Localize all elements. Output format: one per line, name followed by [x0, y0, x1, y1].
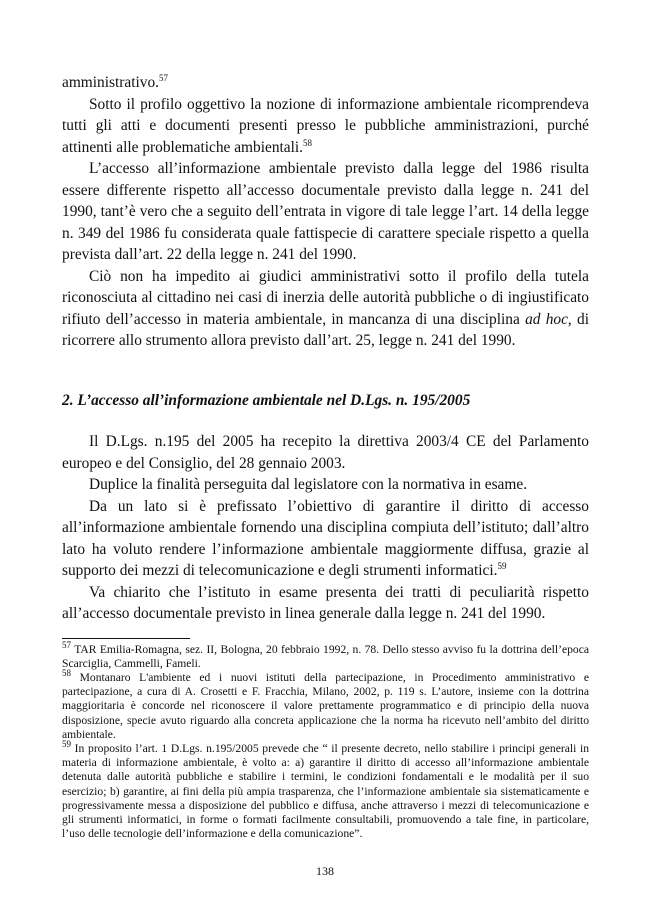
footnote-ref-59: 59	[497, 560, 507, 571]
paragraph-2: Sotto il profilo oggettivo la nozione di informazione ambientale ricomprendeva tutti gli atti e documenti presenti presso le pubbliche amministrazioni, purché attinenti alle problematiche ambientali.$^{58}$	[62, 95, 589, 156]
paragraph-5: Il D.Lgs. n.195 del 2005 ha recepito la direttiva 2003/4 CE del Parlamento europeo e del Consiglio, del 28 gennaio 2003.	[62, 433, 589, 472]
paragraph-1: amministrativo.$^{57}$	[62, 72, 169, 91]
page-number: 138	[316, 864, 334, 878]
paragraph-7: Da un lato si è prefissato l’obiettivo di garantire il diritto di accesso all’informazione ambientale fornendo una disciplina compiuta dell’istituto; dall’altro lato ha voluto rendere l’informazione ambientale maggiormente diffusa, grazie al supporto dei mezzi di telecomunicazione e degli strumenti informatici.$^{59}$	[62, 497, 589, 579]
footnote-ref-58: 58	[303, 137, 313, 148]
italic-ad-hoc: ad hoc,	[525, 310, 572, 328]
section-heading: 2. L’accesso all’informazione ambientale nel D.Lgs. n. 195/2005	[62, 391, 471, 409]
footnote-59: $^{59}$ In proposito l’art. 1 D.Lgs. n.195/2005 prevede che “ il presente decreto, nello stabilire i principi generali in materia di informazione ambientale, è volto a: a) garantire il diritto di accesso all’informazione ambientale detenuta dalle autorità pubbliche e stabilire i termini, le condizioni fondamentali e le modalità per il suo esercizio; b) garantire, ai fini della più ampia trasparenza, che l’informazione ambientale sia sistematicamente e progressivamente messa a disposizione del pubblico e diffusa, anche attraverso i mezzi di telecomunicazione e gli strumenti informatici, in forme o formati facilmente consultabili, promuovendo a tale fine, in particolare, l’uso delle tecnologie dell’informazione e della comunicazione”.	[62, 739, 589, 841]
footnote-ref-57: 57	[159, 72, 169, 83]
footnote-57: $^{57}$ TAR Emilia-Romagna, sez. II, Bologna, 20 febbraio 1992, n. 78. Dello stesso avviso fu la dottrina dell’epoca Scarciglia, Cammelli, Fameli.	[62, 639, 589, 670]
paragraph-6: Duplice la finalità perseguita dal legislatore con la normativa in esame.	[89, 476, 528, 493]
paragraph-8: Va chiarito che l’istituto in esame presenta dei tratti di peculiarità rispetto all’accesso documentale previsto in linea generale dalla legge n. 241 del 1990.	[62, 583, 589, 622]
paragraph-3: L’accesso all’informazione ambientale previsto dalla legge del 1986 risulta essere differente rispetto all’accesso documentale previsto dalla legge n. 241 del 1990, tant’è vero che a seguito dell’entrata in vigore di tale legge l’art. 14 della legge n. 349 del 1986 fu considerata quale fattispecie di carattere speciale rispetto a quella prevista dall’art. 22 della legge n. 241 del 1990.	[62, 160, 589, 263]
main-text	[62, 72, 589, 625]
footnotes	[62, 639, 589, 842]
footnote-separator	[62, 638, 190, 639]
paragraph-4: Ciò non ha impedito ai giudici amministrativi sotto il profilo della tutela riconosciuta al cittadino nei casi di inerzia delle autorità pubbliche o di ingiustificato rifiuto dell’accesso in materia ambientale, in mancanza di una disciplina ad hoc, di ricorrere allo strumento allora previsto dall’art. 25, legge n. 241 del 1990.	[62, 267, 589, 349]
document-page	[62, 72, 589, 841]
footnote-58: $^{58}$ Montanaro L'ambiente ed i nuovi istituti della partecipazione, in Procedimento amministrativo e partecipazione, a cura di A. Crosetti e F. Fracchia, Milano, 2002, p. 119 s. L’autore, insieme con la dottrina maggioritaria è concorde nel riconoscere il valore prettamente programmatico e di principio della nuova disposizione, specie avuto riguardo alla concreta applicazione che la norma ha ricevuto nell’ambito del diritto ambientale.	[62, 668, 589, 741]
